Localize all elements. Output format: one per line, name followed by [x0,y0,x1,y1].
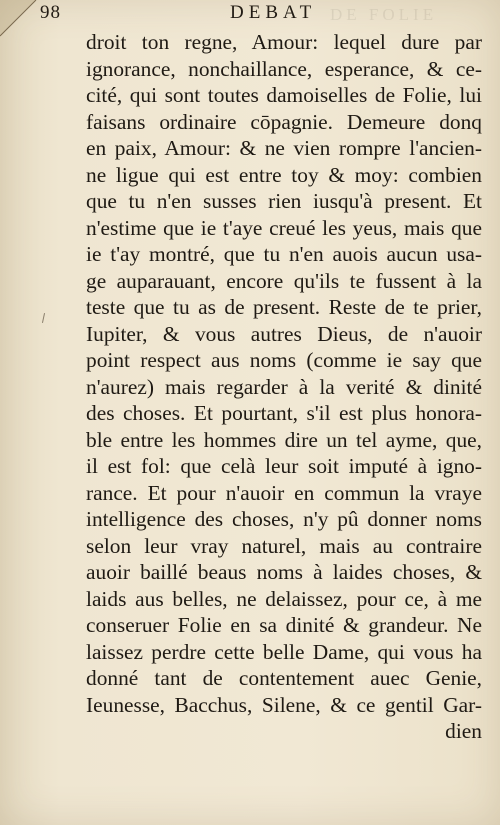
text-line: laissez perdre cette belle Dame, qui vous ha [86,639,482,664]
text-line: ie t'ay montré, que tu n'en auois aucun usa- [86,242,482,266]
text-line: droit ton regne, Amour: lequel dure par [86,30,482,54]
page-number: 98 [40,2,61,23]
text-line: selon leur vray naturel, mais au contraire [86,533,482,558]
text-line: conseruer Folie en sa dinité & grandeur. Ne [86,613,482,637]
text-line: intelligence des choses, n'y pû donner noms [86,507,482,531]
text-line: des choses. Et pourtant, s'il est plus honora- [86,401,482,425]
text-line: rance. Et pour n'auoir en commun la vraye [86,480,482,505]
text-line: il est fol: que celà leur soit imputé à igno- [86,454,482,478]
text-line: cité, qui sont toutes damoiselles de Folie, lui [86,83,482,107]
text-line: que tu n'en susses rien iusqu'à present. Et [86,189,482,213]
text-line: faisans ordinaire cōpagnie. Demeure donq [86,109,482,134]
text-line: laids aus belles, ne delaissez, pour ce, à me [86,586,482,611]
text-line: Ieunesse, Bacchus, Silene, & ce gentil Gar- [86,692,482,717]
text-line: teste que tu as de present. Reste de te prier, [86,295,482,319]
text-line: n'estime que ie t'aye creué les yeus, mais que [86,215,482,240]
text-line: en paix, Amour: & ne vien rompre l'ancien- [86,136,482,160]
text-line: n'aurez) mais regarder à la verité & dinité [86,374,482,399]
text-line: Iupiter, & vous autres Dieus, de n'auoir [86,321,482,346]
running-head [40,2,480,26]
text-line: donné tant de contentement auec Genie, [86,666,482,690]
text-line: ignorance, nonchaillance, esperance, & ce- [86,56,482,81]
text-line: auoir baillé beaus noms à laides choses, & [86,560,482,584]
running-title: DEBAT [230,2,317,23]
text-line: point respect aus noms (comme ie say que [86,348,482,372]
body-text [86,29,482,745]
page-corner-fold [0,0,42,40]
text-line: ne ligue qui est entre toy & moy: combien [86,162,482,187]
bleed-through-title: DE FOLIE [330,5,438,24]
text-line: ble entre les hommes dire un tel ayme, que, [86,427,482,452]
text-line: ge auparauant, encore qu'ils te fussent à la [86,268,482,293]
margin-mark [42,313,45,323]
text-line: dien [445,719,482,743]
